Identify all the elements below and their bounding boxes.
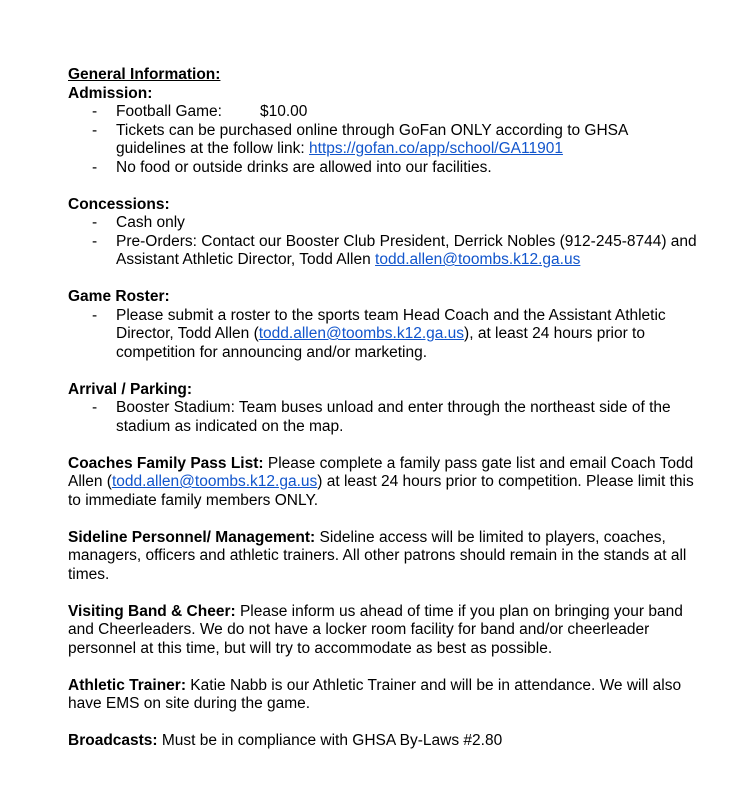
- coaches-pass-text-after: ) at least 24 hours prior to competition. Please limit this to immediate family members ONLY.: [68, 473, 694, 509]
- band-cheer-text: Please inform us ahead of time if you plan on bringing your band and Cheerleaders. We do not have a locker room facility for band and/or cheerleader personnel at this time, but will try to accommodate as best as possible.: [68, 602, 683, 657]
- list-item: [68, 122, 698, 159]
- list-item: [68, 103, 698, 122]
- arrival-heading: Arrival / Parking:: [68, 380, 193, 398]
- roster-text-before: Please submit a roster to the sports team Head Coach and the Assistant Athletic Director, Todd Allen (: [116, 306, 666, 342]
- general-info-heading: General Information:: [68, 66, 221, 83]
- broadcasts-heading: Broadcasts:: [68, 732, 158, 749]
- sideline-heading: Sideline Personnel/ Management:: [68, 528, 316, 546]
- coaches-pass-text-before: Please complete a family pass gate list and email Coach Todd Allen (: [68, 454, 694, 490]
- football-label: Football Game:: [116, 103, 222, 120]
- no-food-text: No food or outside drinks are allowed into our facilities.: [116, 158, 492, 176]
- arrival-text: Booster Stadium: Team buses unload and enter through the northeast side of the stadium as indicated on the map.: [116, 399, 671, 435]
- band-cheer-paragraph: [68, 603, 698, 659]
- concessions-heading: Concessions:: [68, 195, 170, 213]
- preorders-text: Pre-Orders: Contact our Booster Club President, Derrick Nobles (912-245-8744) and Assistant Athletic Director, Todd Allen: [116, 232, 697, 268]
- game-roster-heading: Game Roster:: [68, 288, 170, 305]
- list-item: [68, 233, 698, 270]
- concessions-list: [68, 214, 698, 270]
- preorders-email-link[interactable]: todd.allen@toombs.k12.ga.us: [375, 251, 581, 268]
- sideline-text: Sideline access will be limited to players, coaches, managers, officers and athletic trainers. All other patrons should remain in the stands at all times.: [68, 528, 687, 583]
- document-page: [68, 66, 698, 751]
- admission-heading: Admission:: [68, 84, 153, 102]
- gofan-link[interactable]: https://gofan.co/app/school/GA11901: [309, 140, 563, 157]
- roster-text-after: ), at least 24 hours prior to competition for announcing and/or marketing.: [116, 325, 645, 361]
- football-price: $10.00: [259, 103, 308, 120]
- arrival-list: [68, 399, 698, 436]
- coaches-pass-heading: Coaches Family Pass List:: [68, 454, 264, 472]
- cash-text: Cash only: [116, 214, 185, 231]
- broadcasts-paragraph: [68, 732, 698, 751]
- band-cheer-heading: Visiting Band & Cheer:: [68, 602, 236, 620]
- list-item: [68, 399, 698, 436]
- trainer-text: Katie Nabb is our Athletic Trainer and will be in attendance. We will also have EMS on site during the game.: [68, 676, 682, 712]
- list-item: [68, 307, 698, 363]
- trainer-paragraph: [68, 677, 698, 714]
- trainer-heading: Athletic Trainer:: [68, 676, 186, 694]
- tickets-text: Tickets can be purchased online through GoFan ONLY according to GHSA guidelines at the follow link:: [116, 121, 628, 157]
- list-item: [68, 159, 698, 178]
- admission-list: [68, 103, 698, 177]
- roster-email-link[interactable]: todd.allen@toombs.k12.ga.us: [258, 325, 465, 342]
- broadcasts-text: Must be in compliance with GHSA By-Laws #2.80: [157, 732, 503, 749]
- roster-list: [68, 307, 698, 363]
- coaches-pass-paragraph: [68, 455, 698, 511]
- sideline-paragraph: [68, 529, 698, 585]
- list-item: [68, 214, 698, 233]
- coaches-email-link[interactable]: todd.allen@toombs.k12.ga.us: [111, 473, 318, 490]
